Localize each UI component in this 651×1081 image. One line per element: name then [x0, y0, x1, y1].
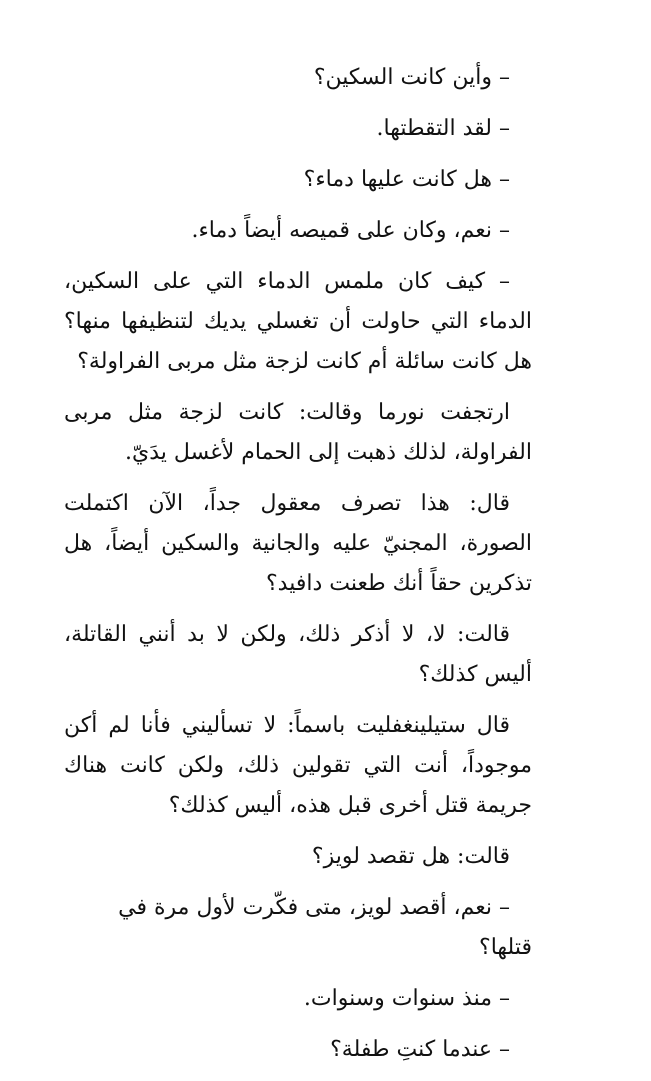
- narration-paragraph: ارتجفت نورما وقالت: كانت لزجة مثل مربى الفراولة، لذلك ذهبت إلى الحمام لأغسل يدَيّ.: [64, 400, 532, 465]
- book-page: [64, 58, 532, 1081]
- narration-paragraph: قالت: لا، لا أذكر ذلك، ولكن لا بد أنني القاتلة، أليس كذلك؟: [64, 622, 532, 687]
- narration-paragraph: قال ستيلينغفليت باسماً: لا تسأليني فأنا لم أكن موجوداً، أنت التي تقولين ذلك، ولكن كانت هناك جريمة قتل أخرى قبل هذه، أليس كذلك؟: [64, 713, 532, 818]
- dialogue-line: – نعم، أقصد لويز، متى فكّرت لأول مرة في قتلها؟: [118, 895, 532, 960]
- dialogue-line: – عندما كنتِ طفلة؟: [330, 1037, 510, 1062]
- dialogue-paragraph: – كيف كان ملمس الدماء التي على السكين، الدماء التي حاولت أن تغسلي يديك لتنظيفها منها؟ هل كانت سائلة أم كانت لزجة مثل مربى الفراولة؟: [64, 269, 532, 374]
- narration-paragraph: قال: هذا تصرف معقول جداً، الآن اكتملت الصورة، المجنيّ عليه والجانية والسكين أيضاً، هل تذكرين حقاً أنك طعنت دافيد؟: [64, 491, 532, 596]
- dialogue-line: – وأين كانت السكين؟: [313, 65, 510, 90]
- dialogue-line: – نعم، وكان على قميصه أيضاً دماء.: [191, 218, 510, 243]
- dialogue-line: – هل كانت عليها دماء؟: [303, 167, 510, 192]
- dialogue-line: – لقد التقطتها.: [376, 116, 510, 141]
- narration-paragraph: قالت: هل تقصد لويز؟: [311, 844, 510, 869]
- dialogue-line: – منذ سنوات وسنوات.: [303, 986, 510, 1011]
